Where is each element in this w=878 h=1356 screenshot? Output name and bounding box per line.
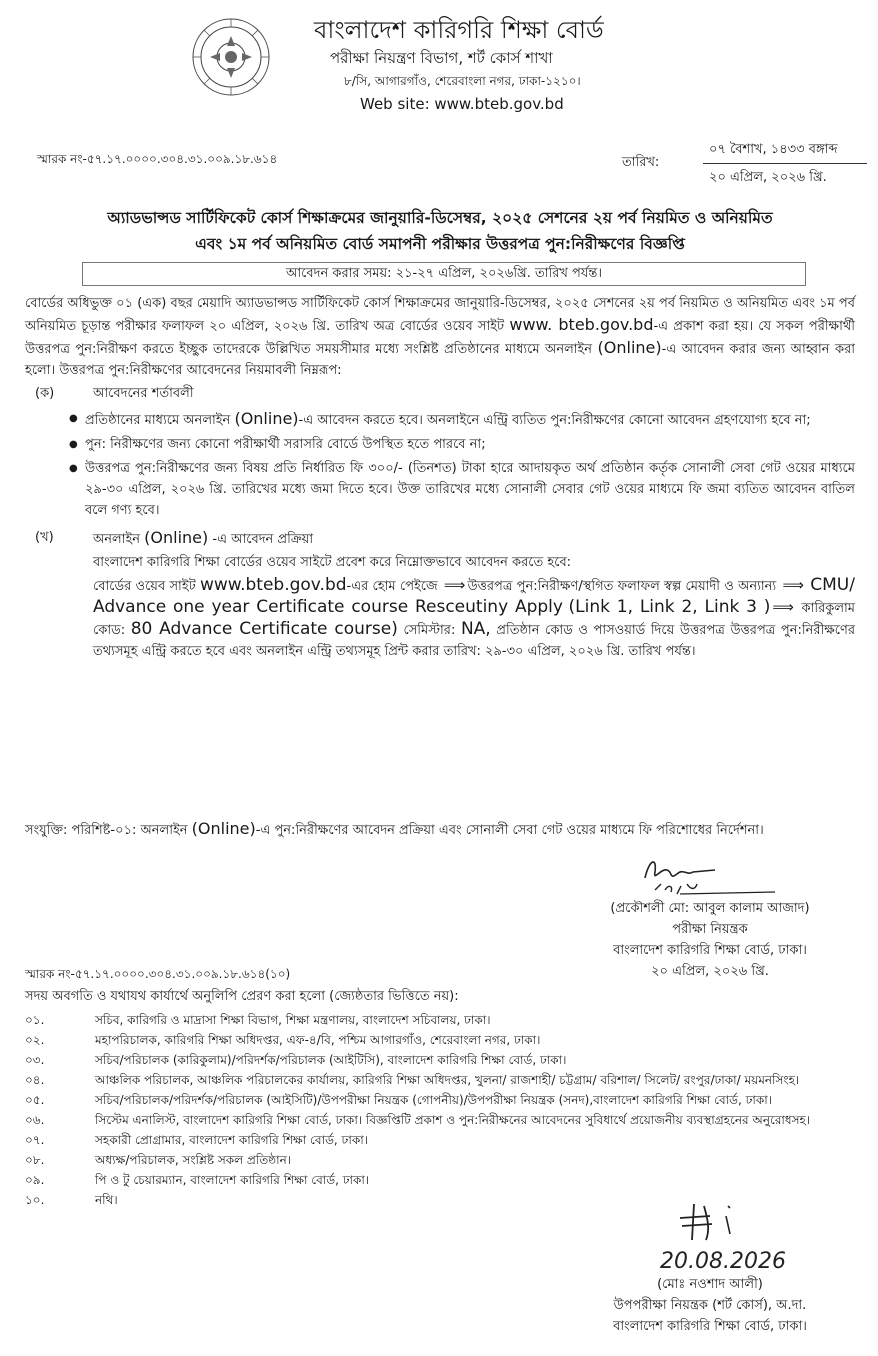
section-b (25, 527, 855, 662)
signatory-1-org: বাংলাদেশ কারিগরি শিক্ষা বোর্ড, ঢাকা। (613, 943, 807, 958)
section-a-title: আবেদনের শর্তাবলী (93, 386, 194, 401)
section-b-title-online: (Online) (144, 528, 209, 547)
condition-1-text: প্রতিষ্ঠানের মাধ্যমে অনলাইন (85, 413, 231, 428)
signatory-1-name: (প্রকৌশলী মো: আবুল কালাম আজাদ) (610, 901, 810, 916)
cc-item-number: ০৪. (25, 1073, 45, 1087)
condition-1-rest: -এ আবেদন করতে হবে। অনলাইনে এন্ট্রি ব্যতিত পুন:নিরীক্ষণের কোনো আবেদন গ্রহণযোগ্য হবে না; (298, 413, 811, 428)
org-address: ৮/সি, আগারগাঁও, শেরেবাংলা নগর, ঢাকা-১২১০। (344, 74, 581, 88)
date-block (703, 138, 867, 188)
procedure-text (93, 552, 855, 662)
application-window-box: আবেদন করার সময়: ২১-২৭ এপ্রিল, ২০২৬খ্রি. তারিখ পর্যন্ত। (82, 262, 806, 286)
arrow-right-icon: ⟹ (772, 598, 794, 616)
list-item (25, 1151, 855, 1169)
cc-item-text: সচিব/পরিচালক/পরিদর্শক/পরিচালক (আইসিটি)/উপপরীক্ষা নিয়ন্ত্রক (গোপনীয়)/উপপরীক্ষা নিয়ন্ত্রক (সনদ),বাংলাদেশ কারিগরি শিক্ষা বোর্ড, ঢাকা। (95, 1093, 773, 1107)
procedure-line-1: বাংলাদেশ কারিগরি শিক্ষা বোর্ডের ওয়েব সাইটে প্রবেশ করে নিম্নোক্তভাবে আবেদন করতে হবে: (93, 555, 572, 570)
notice-title-line1: অ্যাডভান্সড সার্টিফিকেট কোর্স শিক্ষাক্রমের জানুয়ারি-ডিসেম্বর, ২০২৫ সেশনের ২য় পর্ব নিয়মিত ও অনিয়মিত (107, 209, 773, 227)
procedure-semester-value: NA, (460, 619, 491, 639)
attachment-text-1: সংযুক্তি: পরিশিষ্ট-০১: অনলাইন (25, 823, 188, 838)
division-name: পরীক্ষা নিয়ন্ত্রণ বিভাগ, শর্ট কোর্স শাখা (330, 49, 553, 67)
cc-item-number: ০১. (25, 1013, 45, 1027)
section-a-mark: (ক) (35, 386, 55, 401)
procedure-curriculum-label: কারিকুলাম কোড: (93, 601, 856, 638)
attachment-text-2: -এ পুন:নিরীক্ষণের আবেদন প্রক্রিয়া এবং সোনালী সেবা গেট ওয়ের মাধ্যমে ফি পরিশোধের নির্দেশনা। (255, 823, 764, 838)
cc-item-text: অধ্যক্ষ/পরিচালক, সংশ্লিষ্ট সকল প্রতিষ্ঠান। (95, 1153, 292, 1167)
section-a (25, 383, 855, 521)
section-b-mark: (খ) (35, 530, 54, 545)
signatory-1-date: ২০ এপ্রিল, ২০২৬ খ্রি. (651, 964, 769, 979)
cc-list (25, 1011, 855, 1211)
attachment-online: (Online) (191, 819, 256, 838)
cc-item-number: ০৮. (25, 1153, 45, 1167)
handwritten-signature-1 (625, 850, 775, 902)
signatory-2 (560, 1274, 860, 1337)
org-name: বাংলাদেশ কারিগরি শিক্ষা বোর্ড (314, 16, 604, 44)
date-gregorian: ২০ এপ্রিল, ২০২৬ খ্রি. (709, 170, 827, 186)
cc-item-text: সহকারী প্রোগ্রামার, বাংলাদেশ কারিগরি শিক্ষা বোর্ড, ঢাকা। (95, 1133, 368, 1147)
procedure-site-label: বোর্ডের ওয়েব সাইট (93, 579, 196, 594)
website-link[interactable]: Web site: www.bteb.gov.bd (360, 95, 564, 113)
notice-title (20, 205, 860, 257)
procedure-website[interactable]: www.bteb.gov.bd (199, 575, 347, 595)
procedure-semester-label: সেমিস্টার: (403, 623, 456, 638)
cc-item-text: সচিব, কারিগরি ও মাদ্রাসা শিক্ষা বিভাগ, শিক্ষা মন্ত্রণালয়, বাংলাদেশ সচিবালয়, ঢাকা। (95, 1013, 491, 1027)
signatory-2-designation: উপপরীক্ষা নিয়ন্ত্রক (শর্ট কোর্স), অ.দা. (613, 1298, 807, 1313)
signatory-1-designation: পরীক্ষা নিয়ন্ত্রক (672, 922, 748, 937)
handwritten-date: 20.08.2026 (660, 1249, 786, 1274)
list-item (25, 1091, 855, 1109)
cc-item-number: ০৩. (25, 1053, 45, 1067)
section-b-title-2: -এ আবেদন প্রক্রিয়া (212, 532, 314, 547)
procedure-menu: উত্তরপত্র পুন:নিরীক্ষণ/স্থগিত ফলাফল স্বল্প মেয়াদী ও অন্যান্য (467, 579, 777, 594)
cc-item-text: মহাপরিচালক, কারিগরি শিক্ষা অধিদপ্তর, এফ-৪/বি, পশ্চিম আগারগাঁও, শেরেবাংলা নগর, ঢাকা। (95, 1033, 541, 1047)
cc-intro: সদয় অবগতি ও যথাযথ কার্যার্থে অনুলিপি প্রেরণ করা হলো (জ্যেষ্ঠতার ভিত্তিতে নয়): (25, 989, 459, 1004)
cc-item-text: আঞ্চলিক পরিচালক, আঞ্চলিক পরিচালকের কার্যালয়, কারিগরি শিক্ষা অধিদপ্তর, খুলনা/ রাজশাহী/ চট্টগ্রাম/ বরিশাল/ সিলেট/ রংপুর/ঢাকা/ ময়মনসিংহ। (95, 1073, 800, 1087)
conditions-list (25, 408, 855, 521)
memo-number: স্মারক নং-৫৭.১৭.০০০০.৩০৪.৩১.০০৯.১৮.৬১৪ (37, 152, 278, 166)
intro-paragraph (25, 293, 855, 381)
notice-title-line2: এবং ১ম পর্ব অনিয়মিত বোর্ড সমাপনী পরীক্ষার উত্তরপত্র পুন:নিরীক্ষণের বিজ্ঞপ্তি (195, 235, 685, 253)
cc-item-number: ০৭. (25, 1133, 45, 1147)
attachment-note (25, 818, 855, 841)
list-item: ● উত্তরপত্র পুন:নিরীক্ষণের জন্য বিষয় প্রতি নির্ধারিত ফি ৩০০/- (তিনশত) টাকা হারে আদায়কৃত অর্থ প্রতিষ্ঠান কর্তৃক সোনালী সেবা গেট ওয়ের মাধ্যমে ২৯-৩০ এপ্রিল, ২০২৬ খ্রি. তারিখের মধ্যে জমা দিতে হবে। উক্ত তারিখের মধ্যে সোনালী সেবার গেট ওয়ের মাধ্যমে ফি জমা ব্যতিত আবেদন বাতিল বলে গণ্য হবে। (85, 458, 855, 521)
procedure-rest: প্রতিষ্ঠান কোড ও পাসওয়ার্ড দিয়ে উত্তরপত্র উত্তরপত্র পুন:নিরীক্ষণের তথ্যসমূহ এন্ট্রি করতে হবে এবং অনলাইন এন্ট্রি তথ্যসমূহ প্রিন্ট করার তারিখ: ২৯-৩০ এপ্রিল, ২০২৬ খ্রি. তারিখ পর্যন্ত। (93, 623, 855, 659)
intro-text-3: -এ আবেদন করার জন্য আহ্বান করা হলো। উত্তরপত্র পুন:নিরীক্ষণের আবেদনের নিয়মাবলী নিম্নরূপ: (25, 342, 855, 378)
intro-text-1: বোর্ডের অধিভুক্ত ০১ (এক) বছর মেয়াদি অ্যাডভান্সড সার্টিফিকেট কোর্স শিক্ষাক্রমের জানুয়ারি-ডিসেম্বর, ২০২৫ সেশনের ২য় পর্ব নিয়মিত ও অনিয়মিত এবং ১ম পর্ব অনিয়মিত চূড়ান্ত পরীক্ষার ফলাফল ২০ এপ্রিল, ২০২৬ খ্রি. তারিখ অত্র বোর্ডের ওয়েব সাইট (25, 296, 855, 334)
list-item (25, 1171, 855, 1189)
list-item (25, 1051, 855, 1069)
cc-item-number: ১০. (25, 1193, 45, 1207)
date-label: তারিখ: (622, 155, 660, 170)
procedure-line-2 (93, 575, 855, 662)
intro-online: (Online) (597, 338, 662, 357)
intro-website[interactable]: www. bteb.gov.bd (509, 315, 654, 334)
memo-number-2: স্মারক নং-৫৭.১৭.০০০০.৩০৪.৩১.০০৯.১৮.৬১৪(১০) (25, 967, 291, 981)
procedure-cmu-link[interactable]: CMU/ Advance one year Certificate course Resceutiny Apply (93, 575, 855, 617)
condition-1-online: (Online) (234, 409, 299, 428)
intro-text-2: -এ প্রকাশ করা হয়। যে সকল পরীক্ষার্থী উত্তরপত্র পুন:নিরীক্ষণ করতে ইচ্ছুক তাদেরকে উল্লিখিত সময়সীমার মধ্যে সংশ্লিষ্ট প্রতিষ্ঠানের মাধ্যমে অনলাইন (25, 319, 855, 357)
procedure-links[interactable]: (Link 1, Link 2, Link 3 ) (568, 597, 771, 617)
list-item (25, 1071, 855, 1089)
cc-item-text: সচিব/পরিচালক (কারিকুলাম)/পরিদর্শক/পরিচালক (আইটিসি), বাংলাদেশ কারিগরি শিক্ষা বোর্ড, ঢাকা। (95, 1053, 567, 1067)
notice-body (25, 293, 855, 662)
board-emblem-icon (190, 16, 272, 98)
section-b-title (93, 527, 855, 550)
list-item (85, 408, 855, 431)
arrow-right-icon: ⟹ (782, 576, 804, 594)
procedure-curriculum-code: 80 Advance Certificate course) (130, 619, 398, 639)
list-item (25, 1131, 855, 1149)
signatory-1 (560, 898, 860, 982)
procedure-homepage: -এর হোম পেইজে (346, 579, 438, 594)
list-item: ● পুন: নিরীক্ষণের জন্য কোনো পরীক্ষার্থী সরাসরি বোর্ডে উপস্থিত হতে পারবে না; (85, 434, 855, 455)
signatory-2-name: (মোঃ নওশাদ আলী) (657, 1277, 763, 1292)
letterhead (300, 14, 660, 116)
cc-item-number: ০৬. (25, 1113, 45, 1127)
list-item (25, 1011, 855, 1029)
signatory-2-org: বাংলাদেশ কারিগরি শিক্ষা বোর্ড, ঢাকা। (613, 1319, 807, 1334)
cc-item-number: ০৯. (25, 1173, 45, 1187)
cc-item-number: ০২. (25, 1033, 45, 1047)
cc-item-text: সিস্টেম এনালিস্ট, বাংলাদেশ কারিগরি শিক্ষা বোর্ড, ঢাকা। বিজ্ঞপ্তিটি প্রকাশ ও পুন:নিরীক্ষনের আবেদনের সুবিধার্থে প্রয়োজনীয় ব্যবস্থাগ্রহনের অনুরোধসহ। (95, 1113, 811, 1127)
handwritten-signature-2 (620, 1196, 790, 1276)
arrow-right-icon: ⟹ (443, 576, 466, 594)
cc-item-text: নথি। (95, 1193, 118, 1207)
date-bengali: ০৭ বৈশাখ, ১৪৩৩ বঙ্গাব্দ (703, 138, 867, 164)
section-b-title-1: অনলাইন (93, 532, 140, 547)
list-item (25, 1031, 855, 1049)
list-item (25, 1111, 855, 1129)
cc-item-text: পি ও টু চেয়ারম্যান, বাংলাদেশ কারিগরি শিক্ষা বোর্ড, ঢাকা। (95, 1173, 370, 1187)
cc-item-number: ০৫. (25, 1093, 45, 1107)
